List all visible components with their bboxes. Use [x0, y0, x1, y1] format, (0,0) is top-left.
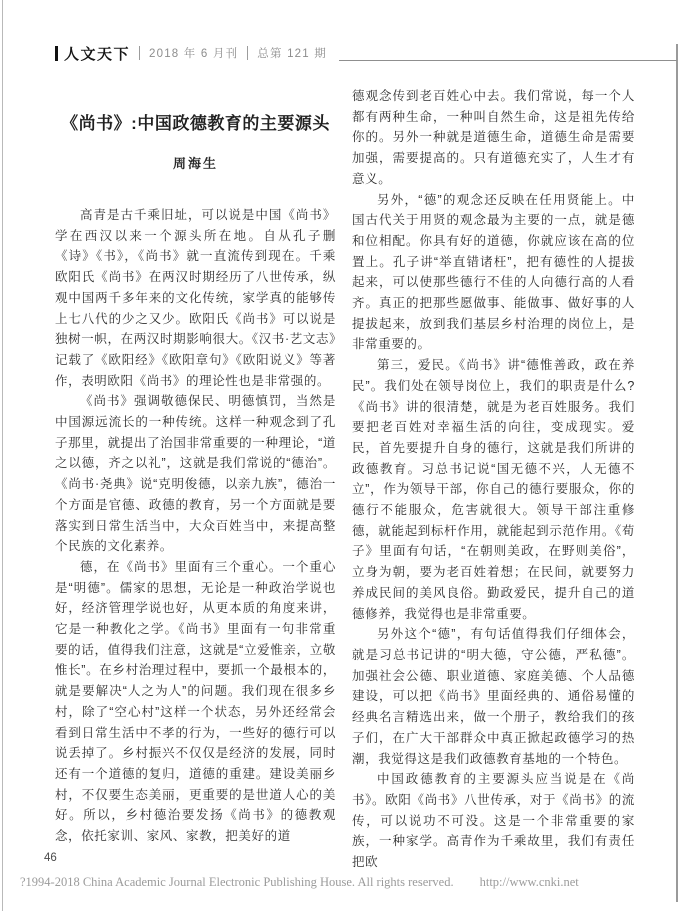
- header-divider: [139, 46, 140, 60]
- copyright-text: ?1994-2018 China Academic Journal Electronic Publishing House. All rights reserved.: [20, 875, 454, 889]
- body-paragraph: 另外这个“德”，有句话值得我们仔细体会，就是习总书记讲的“明大德，守公德，严私德”。加强社会公德、职业道德、家庭美德、个人品德建设，可以把《尚书》里面经典的、通俗易懂的经典名言精选出来，做一个册子，教给我们的孩子们，在广大干部群众中真正掀起政德学习的热潮，我觉得这是我们政德教育基地的一个特色。: [352, 627, 635, 766]
- header-accent-bar: [55, 46, 58, 61]
- header-divider: [247, 46, 248, 60]
- body-paragraph: 德，在《尚书》里面有三个重心。一个重心是“明德”。儒家的思想，无论是一种政治学说也好，经济管理学说也好，从更本质的角度来讲，它是一种教化之学。《尚书》里面有一句非常重要的话，值得我们注意，这就是“立爱惟亲，立敬惟长”。在乡村治理过程中，要抓一个最根本的，就是要解决“人之为人”的问题。我们现在很多乡村，除了“空心村”这样一个状态，另外还经常会看到日常生活中不孝的行为，一些好的德行可以说丢掉了。乡村振兴不仅仅是经济的发展，同时还有一个道德的复归，道德的重建。建设美丽乡村，不仅要生态美丽，更重要的是世道人心的美好。所以，乡村德治要发扬《尚书》的德教观念，依托家训、家风、家教，把美好的道: [55, 559, 336, 844]
- page-header: [55, 44, 677, 62]
- journal-name: 人文天下: [64, 45, 131, 63]
- article-title: 《尚书》:中国政德教育的主要源头: [61, 114, 330, 133]
- body-paragraph: 另外，“德”的观念还反映在任用贤能上。中国古代关于用贤的观念最为主要的一点，就是德和位相配。你具有好的道德，你就应该在高的位置上。孔子讲“举直错诸枉”，把有德性的人提拔起来，可以使那些德行不佳的人向德行高的人看齐。真正的把那些愿做事、能做事、做好事的人提拔起来，放到我们基层乡村治理的岗位上，是非常重要的。: [352, 192, 635, 352]
- page-right-border: [676, 44, 678, 902]
- publisher-url: http://www.cnki.net: [479, 875, 579, 889]
- issue-date: 2018 年 6 月刊: [149, 48, 239, 60]
- header-rule: [339, 60, 677, 61]
- left-column: [55, 112, 336, 847]
- body-paragraph: 第三，爱民。《尚书》讲“德惟善政，政在养民”。我们处在领导岗位上，我们的职责是什么? 《尚书》讲的很清楚，就是为老百姓服务。我们要把老百姓对幸福生活的向往，变成现实。爱民，首先要提升自身的德行，这就是我们所讲的政德教育。习总书记说“国无德不兴，人无德不立”，作为领导干部，你自己的德行要服众，你的德行不能服众，危害就很大。领导干部注重修德，就能起到标杆作用，就能起到示范作用。《荀子》里面有句话，“在朝则美政，在野则美俗”，立身为朝，要为老百姓着想；在民间，就要努力养成民间的美风良俗。勤政爱民，提升自己的道德修养，我觉得也是非常重要。: [352, 358, 635, 621]
- left-column-body: [55, 205, 336, 847]
- footer-copyright-line: [20, 875, 579, 890]
- page-number: 46: [44, 852, 57, 864]
- body-paragraph: 中国政德教育的主要源头应当说是在《尚书》。欧阳《尚书》八世传承，对于《尚书》的流传，可以说功不可没。这是一个非常重要的家族，一种家学。高青作为千乘故里，我们有责任把欧: [352, 772, 635, 870]
- article-author: 周海生: [172, 156, 218, 171]
- body-paragraph: 高青是古千乘旧址，可以说是中国《尚书》学在西汉以来一个源头所在地。自从孔子删《诗》《书》，《尚书》就一直流传到现在。千乘欧阳氏《尚书》在两汉时期经历了八世传承，纵观中国两千多年来的文化传统，家学真的能够传上七八代的少之又少。欧阳氏《尚书》可以说是独树一帜，在两汉时期影响很大。《汉书·艺文志》记载了《欧阳经》《欧阳章句》《欧阳说义》等著作，表明欧阳《尚书》的理论性也是非常强的。: [55, 208, 336, 388]
- page-left-border: [2, 0, 3, 911]
- right-column: [352, 86, 635, 873]
- body-paragraph: 《尚书》强调敬德保民、明德慎罚，当然是中国源远流长的一种传统。这样一种观念到了孔子那里，就提出了治国非常重要的一种理论，“道之以德，齐之以礼”，这就是我们常说的“德治”。《尚书·尧典》说“克明俊德，以亲九族”，德治一个方面是官德、政德的教育，另一个方面就是要落实到日常生活当中，大众百姓当中，来提高整个民族的文化素养。: [55, 394, 336, 554]
- body-paragraph: 德观念传到老百姓心中去。我们常说，每一个人都有两种生命，一种叫自然生命，这是祖先传给你的。另外一种就是道德生命，道德生命是需要加强，需要提高的。只有道德充实了，人生才有意义。: [352, 89, 635, 186]
- right-column-body: [352, 86, 635, 873]
- issue-number: 总第 121 期: [257, 48, 327, 60]
